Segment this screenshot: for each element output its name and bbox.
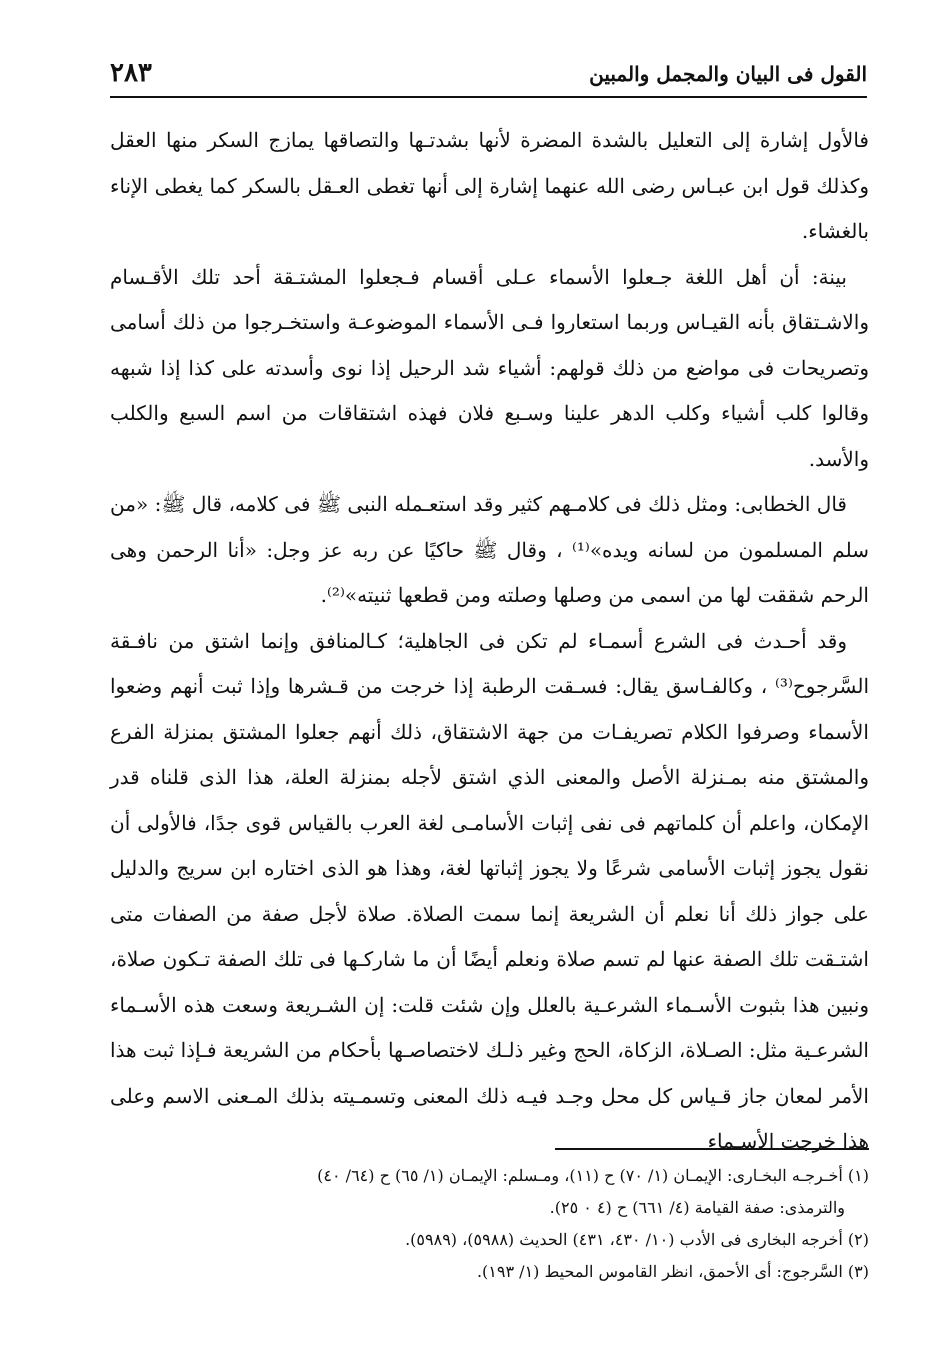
header-rule <box>110 96 867 98</box>
footnote-1-continued: والترمذى: صفة القيامة (٤/ ٦٦١) ح (٤ ٠ ٢٥). <box>549 1198 845 1217</box>
paragraph-1: فالأول إشارة إلى التعليل بالشدة المضرة لأنها بشدتـها والتصاقها يمازج السكر منها العقل وكذلك قول ابن عبـاس رضى الله عنهما إشارة إلى أنها تغطى العـقل بالسكر كما يغطى الإناء بالغشاء. <box>110 128 869 243</box>
footnotes <box>110 1160 869 1288</box>
page-header <box>110 58 867 98</box>
body-text <box>110 118 869 1165</box>
paragraph-3: قال الخطابى: ومثل ذلك فى كلامـهم كثير وقد استعـمله النبى ﷺ فى كلامه، قال ﷺ: «من سلم المسلمون من لسانه ويده»⁽¹⁾ ، وقال ﷺ حاكيًا عن ربه عز وجل: «أنا الرحمن وهى الرحم شققت لها من اسمى من وصلها وصلته ومن قطعها ثنيته»⁽²⁾. <box>110 492 870 607</box>
page-number: ٢٨٣ <box>110 58 152 88</box>
running-title: القول فى البيان والمجمل والمبين <box>589 62 867 86</box>
footnote-3: (٣) السَّرجوج: أى الأحمق، انظر القاموس المحيط (١/ ١٩٣). <box>476 1262 869 1281</box>
footnote-2: (٢) أخرجه البخارى فى الأدب (١٠/ ٤٣٠، ٤٣١) الحديث (٥٩٨٨)، (٥٩٨٩). <box>405 1230 869 1249</box>
footnote-1: (١) أخـرجـه البخـارى: الإيمـان (١/ ٧٠) ح (١١)، ومـسلم: الإيمـان (١/ ٦٥) ح (٦٤/ ٤٠) <box>317 1166 869 1185</box>
footnote-rule <box>555 1148 869 1150</box>
paragraph-2: بينة: أن أهل اللغة جـعلوا الأسماء عـلى أقسام فـجعلوا المشتـقة أحد تلك الأقـسام والاشـتقاق بأنه القيـاس وربما استعاروا فـى الأسماء الموضوعـة واستخـرجوا من ذلك أسامى وتصريحات فى مواضع من ذلك قولهم: أشياء شد الرحيل إذا نوى وأسدته على كذا إذا شبهه وقالوا كلب أشياء وكلب الدهر علينا وسـبع فلان فهذه اشتقاقات من اسم السبع والكلب والأسد. <box>110 264 869 471</box>
paragraph-4: وقد أحـدث فى الشرع أسمـاء لم تكن فى الجاهلية؛ كـالمنافق وإنما اشتق من نافـقة السَّرجوح⁽³⁾ ، وكالفـاسق يقال: فسـقت الرطبة إذا خرجت من قـشرها وإذا ثبت أنهم وضعوا الأسماء وصرفوا الكلام تصريفـات من جهة الاشتقاق، ذلك أنهم جعلوا المشتق بمنزلة الفرع والمشتق منه بمـنزلة الأصل والمعنى الذي اشتق لأجله بمنزلة العلة، هذا الذى قلناه قدر الإمكان، واعلم أن كلماتهم فى نفى إثبات الأسامـى لغة العرب بالقياس قوى جدًا، فالأولى أن نقول يجوز إثبات الأسامى شرعًا ولا يجوز إثباتها لغة، وهذا هو الذى اختاره ابن سريج والدليل على جواز ذلك أنا نعلم أن الشريعة إنما سمت الصلاة. صلاة لأجل صفة من الصفات متى اشتـقت تلك الصفة عنها لم تسم صلاة ونعلم أيضًا أن ما شاركـها فى تلك الصفة تـكون صلاة، ونبين هذا بثبوت الأسـماء الشرعـية بالعلل وإن شئت قلت: إن الشـريعة وسعت هذه الأسـماء الشرعـية مثل: الصـلاة، الزكاة، الحج وغير ذلـك لاختصاصـها بأحكام من الشريعة فـإذا ثبت هذا الأمر لمعان جاز قـياس كل محل وجـد فيـه ذلك المعنى وتسمـيته بذلك المـعنى الاسم وعلى هذا خرجت الأسـماء <box>110 628 869 1153</box>
